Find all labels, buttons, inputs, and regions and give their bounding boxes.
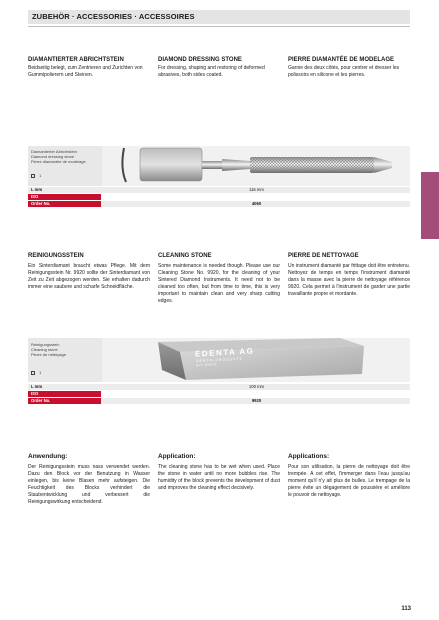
table1-key-order: Order No. <box>28 201 101 207</box>
table1-row-order <box>28 201 410 207</box>
stone-sub-text: DENTALPRODUKTE <box>195 356 244 364</box>
card1-label-fr: Pierre diamantée de modelage <box>31 159 86 164</box>
card1-pack-count: 1 <box>39 173 42 178</box>
section2-fr-title: PIERRE DE NETTOYAGE <box>288 253 359 259</box>
section2-de-text: Ein Sinterdiamant braucht etwas Pflege. Mit dem Reinigungsstein Nr. 9920 sollte der Sinterdiamant von Zeit zu Zeit abgezogen werden. Sie erhalten dadurch immer eine saubere und scharfe Schneidfläche. <box>28 263 150 290</box>
table1-row-iso <box>28 194 410 200</box>
section2-en-title: CLEANING STONE <box>158 253 212 259</box>
table2-key-order: Order No. <box>28 398 101 404</box>
table2-value-iso <box>103 391 410 397</box>
cleaning-stone-image <box>150 336 368 384</box>
card1-pack <box>31 173 41 178</box>
section2-de-title: REINIGUNGSSTEIN <box>28 253 84 259</box>
section1-de-text: Beidseitig belegt, zum Zentrieren und Zurichten von Gummipolierern und Steinen. <box>28 65 143 78</box>
section1-de-title: DIAMANTIERTER ABRICHTSTEIN <box>28 57 124 63</box>
stone-art-text: Art.9920 <box>195 362 218 368</box>
table2-row-iso <box>28 391 410 397</box>
card2-label-fr: Pierre de nettoyage <box>31 352 66 357</box>
package-icon <box>31 371 35 375</box>
section2-en-text: Some maintenance is needed though. Please use our Cleaning Stone No. 9920, for the cleaning of your Sintered Diamond Instruments. It need not to be cleaned too often, but from time to time, this is very important to maintain clean and very sharp cutting edges. <box>158 263 280 304</box>
header-rule <box>28 26 410 27</box>
table1-key-length: L mm <box>31 187 43 192</box>
card2-pack <box>31 370 41 375</box>
section1-fr-text: Garnie des deux côtés, pour centrer et dresser les polissoirs en silicone et les pierres. <box>288 65 400 78</box>
section1-fr-title: PIERRE DIAMANTÉE DE MODELAGE <box>288 57 395 63</box>
side-tab <box>421 172 439 239</box>
section3-de-text: Der Reinigungsstein muss nass verwendet werden. Dazu den Block vor der Benutzung in Wasser einlegen, bis keine Blasen mehr aufsteigen. Die Feuchtigkeit des Blocks verhindert die Staubentwicklung und verbessert die Reinigungswirkung entscheidend. <box>28 464 150 505</box>
diamond-dressing-stone-image <box>110 138 410 188</box>
table1-value-order: 4060 <box>251 201 262 206</box>
card2-pack-count: 1 <box>39 370 42 375</box>
table1-key-iso: ISO <box>28 194 101 200</box>
header-title: ZUBEHÖR · ACCESSORIES · ACCESSOIRES <box>32 12 195 21</box>
page-number: 113 <box>401 606 411 612</box>
table2-key-iso: ISO <box>28 391 101 397</box>
table2-key-length: L mm <box>31 384 43 389</box>
card2-label-en: Cleaning stone <box>31 347 58 352</box>
section1-en-text: For dressing, shaping and restoring of deformed abrasives, both sides coated. <box>158 65 265 78</box>
card1-label-de: Diamantierter Abrichtstein <box>31 149 77 154</box>
section3-en-text: The cleaning stone has to be wet when used. Place the stone in water until no more bubbles rise. The humidity of the block prevents the development of dust and improves the cleaning effect decisively. <box>158 464 280 491</box>
stone-brand-text: EDENTA AG <box>194 346 255 359</box>
card1-label-en: Diamond dressing stone <box>31 154 75 159</box>
table2-value-order: 9920 <box>251 398 262 403</box>
section3-de-title: Anwendung: <box>28 453 68 460</box>
section1-en-title: DIAMOND DRESSING STONE <box>158 57 242 63</box>
section3-en-title: Application: <box>158 453 196 460</box>
table1-value-length: 116 mm <box>249 187 264 192</box>
section3-fr-text: Pour son utilisation, la pierre de nettoyage doit être trempée. A cet effet, l'immerger dans l'eau jusqu'au moment qu'il n'y ait plus de bulles. Le trempage de la pierre évite un dégagement de poussière et améliore le pouvoir de nettoyage. <box>288 464 410 498</box>
section3-fr-title: Applications: <box>288 453 330 460</box>
section2-fr-text: Un instrument diamanté par frittage doit être entretenu. Nettoyez de temps en temps l'instrument diamanté dans la masse avec la pierre de nettoyage référence 9920. Cela permet à l'instrument de garder une partie travaillante propre et mordante. <box>288 263 410 297</box>
table1-value-iso <box>103 194 410 200</box>
table1-row-length <box>28 187 410 193</box>
table2-value-length: 100 mm <box>248 384 265 389</box>
card2-label-de: Reinigungsstein <box>31 342 60 347</box>
table2-row-order <box>28 398 410 404</box>
table2-row-length <box>28 384 410 390</box>
package-icon <box>31 174 35 178</box>
